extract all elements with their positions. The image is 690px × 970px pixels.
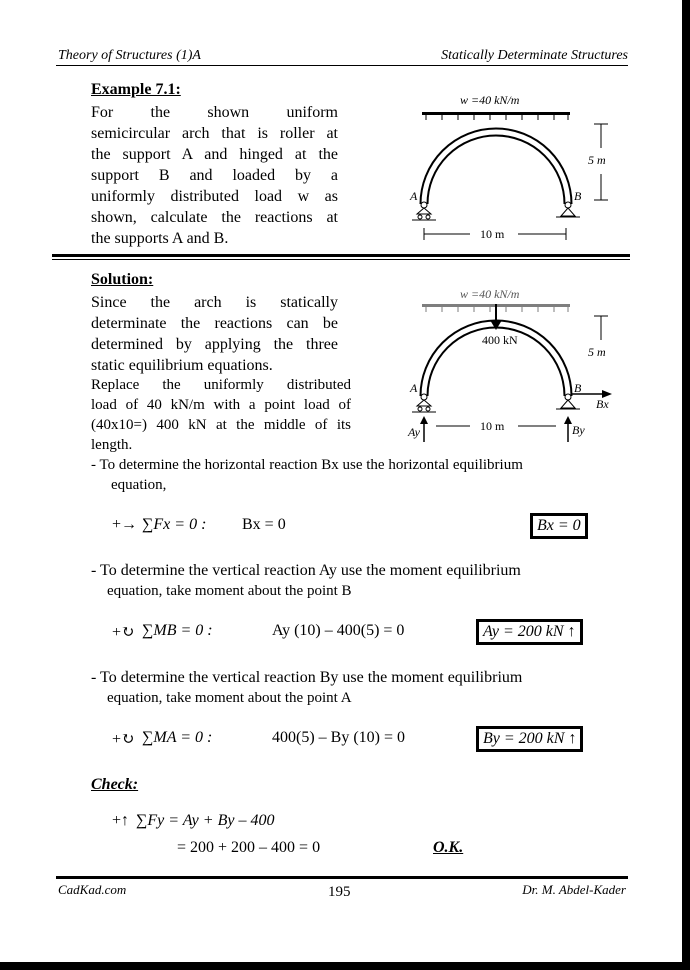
section-divider (52, 254, 630, 257)
step3-line2: equation, take moment about the point A (107, 690, 352, 706)
replace-line: Replace the uniformly distributed (91, 377, 351, 393)
footer-left: CadKad.com (58, 882, 127, 897)
check-eq2: = 200 + 200 – 400 = 0 (177, 839, 321, 856)
solution-line: static equilibrium equations. (91, 357, 273, 374)
header-rule (56, 65, 628, 66)
example-line: the supports A and B. (91, 230, 229, 247)
section-divider-thin (52, 259, 630, 260)
example-line: support B and loaded by a (91, 167, 338, 184)
roller-support-a (412, 202, 436, 220)
step3-text (91, 667, 601, 709)
example-line: shown, calculate the reactions at (91, 209, 338, 226)
support-a-label: A (410, 189, 418, 203)
support-b-label: B (574, 189, 582, 203)
example-line: semicircular arch that is roller at (91, 125, 338, 142)
step2-sign: +↻ (112, 624, 135, 641)
step2-line2: equation, take moment about the point B (107, 583, 352, 599)
example-line: For the shown uniform (91, 104, 338, 121)
support-b-label: B (574, 381, 582, 395)
step1-sign: +→ (112, 516, 138, 533)
arch-figure-1 (400, 88, 620, 248)
step3-sum: ∑MA = 0 : (142, 729, 213, 746)
result-bx-box: Bx = 0 (530, 513, 588, 539)
hinge-support-b (556, 202, 580, 217)
example-line: the support A and hinged at the (91, 146, 338, 163)
step1-text (91, 455, 601, 495)
solution-line: determinate the reactions can be (91, 315, 338, 332)
load-label: w =40 kN/m (460, 287, 520, 301)
page-edge-bottom (0, 962, 690, 970)
reaction-ay-arrow (420, 416, 428, 442)
height-label: 5 m (588, 153, 606, 167)
load-label: w =40 kN/m (460, 93, 520, 107)
solution-line: determined by applying the three (91, 336, 338, 353)
step1-line2: equation, (111, 477, 167, 493)
support-a-label: A (410, 381, 418, 395)
step1-rhs: Bx = 0 (242, 516, 286, 533)
arch-outer (424, 132, 568, 204)
replace-line: load of 40 kN/m with a point load of (91, 397, 351, 413)
replace-line: length. (91, 437, 133, 453)
arch-figure-2 (400, 282, 620, 442)
page-edge-right (682, 0, 690, 970)
step2-text (91, 560, 601, 602)
check-ok: O.K. (433, 839, 464, 856)
hinge-support-b (556, 394, 580, 409)
step3-rhs: 400(5) – By (10) = 0 (272, 729, 406, 746)
step2-line1: - To determine the vertical reaction Ay use the moment equilibrium (91, 562, 521, 579)
example-line: uniformly distributed load w as (91, 188, 338, 205)
solution-title: Solution: (91, 271, 154, 288)
span-label: 10 m (480, 227, 505, 241)
page-number: 195 (328, 884, 351, 900)
check-title: Check: (91, 776, 139, 793)
header-left: Theory of Structures (1)A (58, 48, 201, 63)
roller-support-a (412, 394, 436, 412)
result-by-box: By = 200 kN ↑ (476, 726, 583, 752)
check-eq1: ∑Fy = Ay + By – 400 (136, 812, 275, 829)
footer-right: Dr. M. Abdel-Kader (522, 882, 626, 897)
step2-sum: ∑MB = 0 : (142, 622, 213, 639)
footer-rule (56, 876, 628, 879)
height-label: 5 m (588, 345, 606, 359)
step2-rhs: Ay (10) – 400(5) = 0 (272, 622, 405, 639)
step3-line1: - To determine the vertical reaction By use the moment equilibrium (91, 669, 523, 686)
solution-line: Since the arch is statically (91, 294, 338, 311)
replace-text (91, 375, 351, 455)
check-sign: +↑ (112, 812, 130, 829)
example-title: Example 7.1: (91, 81, 181, 98)
point-load-label: 400 kN (482, 333, 518, 347)
step3-sign: +↻ (112, 731, 135, 748)
span-label: 10 m (480, 419, 505, 433)
height-dimension (594, 316, 608, 340)
solution-text (91, 292, 338, 376)
step1-line1: - To determine the horizontal reaction Bx use the horizontal equilibrium (91, 457, 523, 473)
result-ay-box: Ay = 200 kN ↑ (476, 619, 583, 645)
step1-sum: ∑Fx = 0 : (142, 516, 207, 533)
by-label: By (572, 423, 585, 437)
replace-line: (40x10=) 400 kN at the middle of its (91, 417, 351, 433)
reaction-by-arrow (564, 416, 572, 442)
bx-label: Bx (596, 397, 609, 411)
example-text (91, 102, 338, 249)
arch-inner (424, 132, 568, 204)
ay-label: Ay (408, 425, 420, 439)
distributed-load-arrows (422, 112, 570, 120)
header-right: Statically Determinate Structures (441, 48, 628, 63)
